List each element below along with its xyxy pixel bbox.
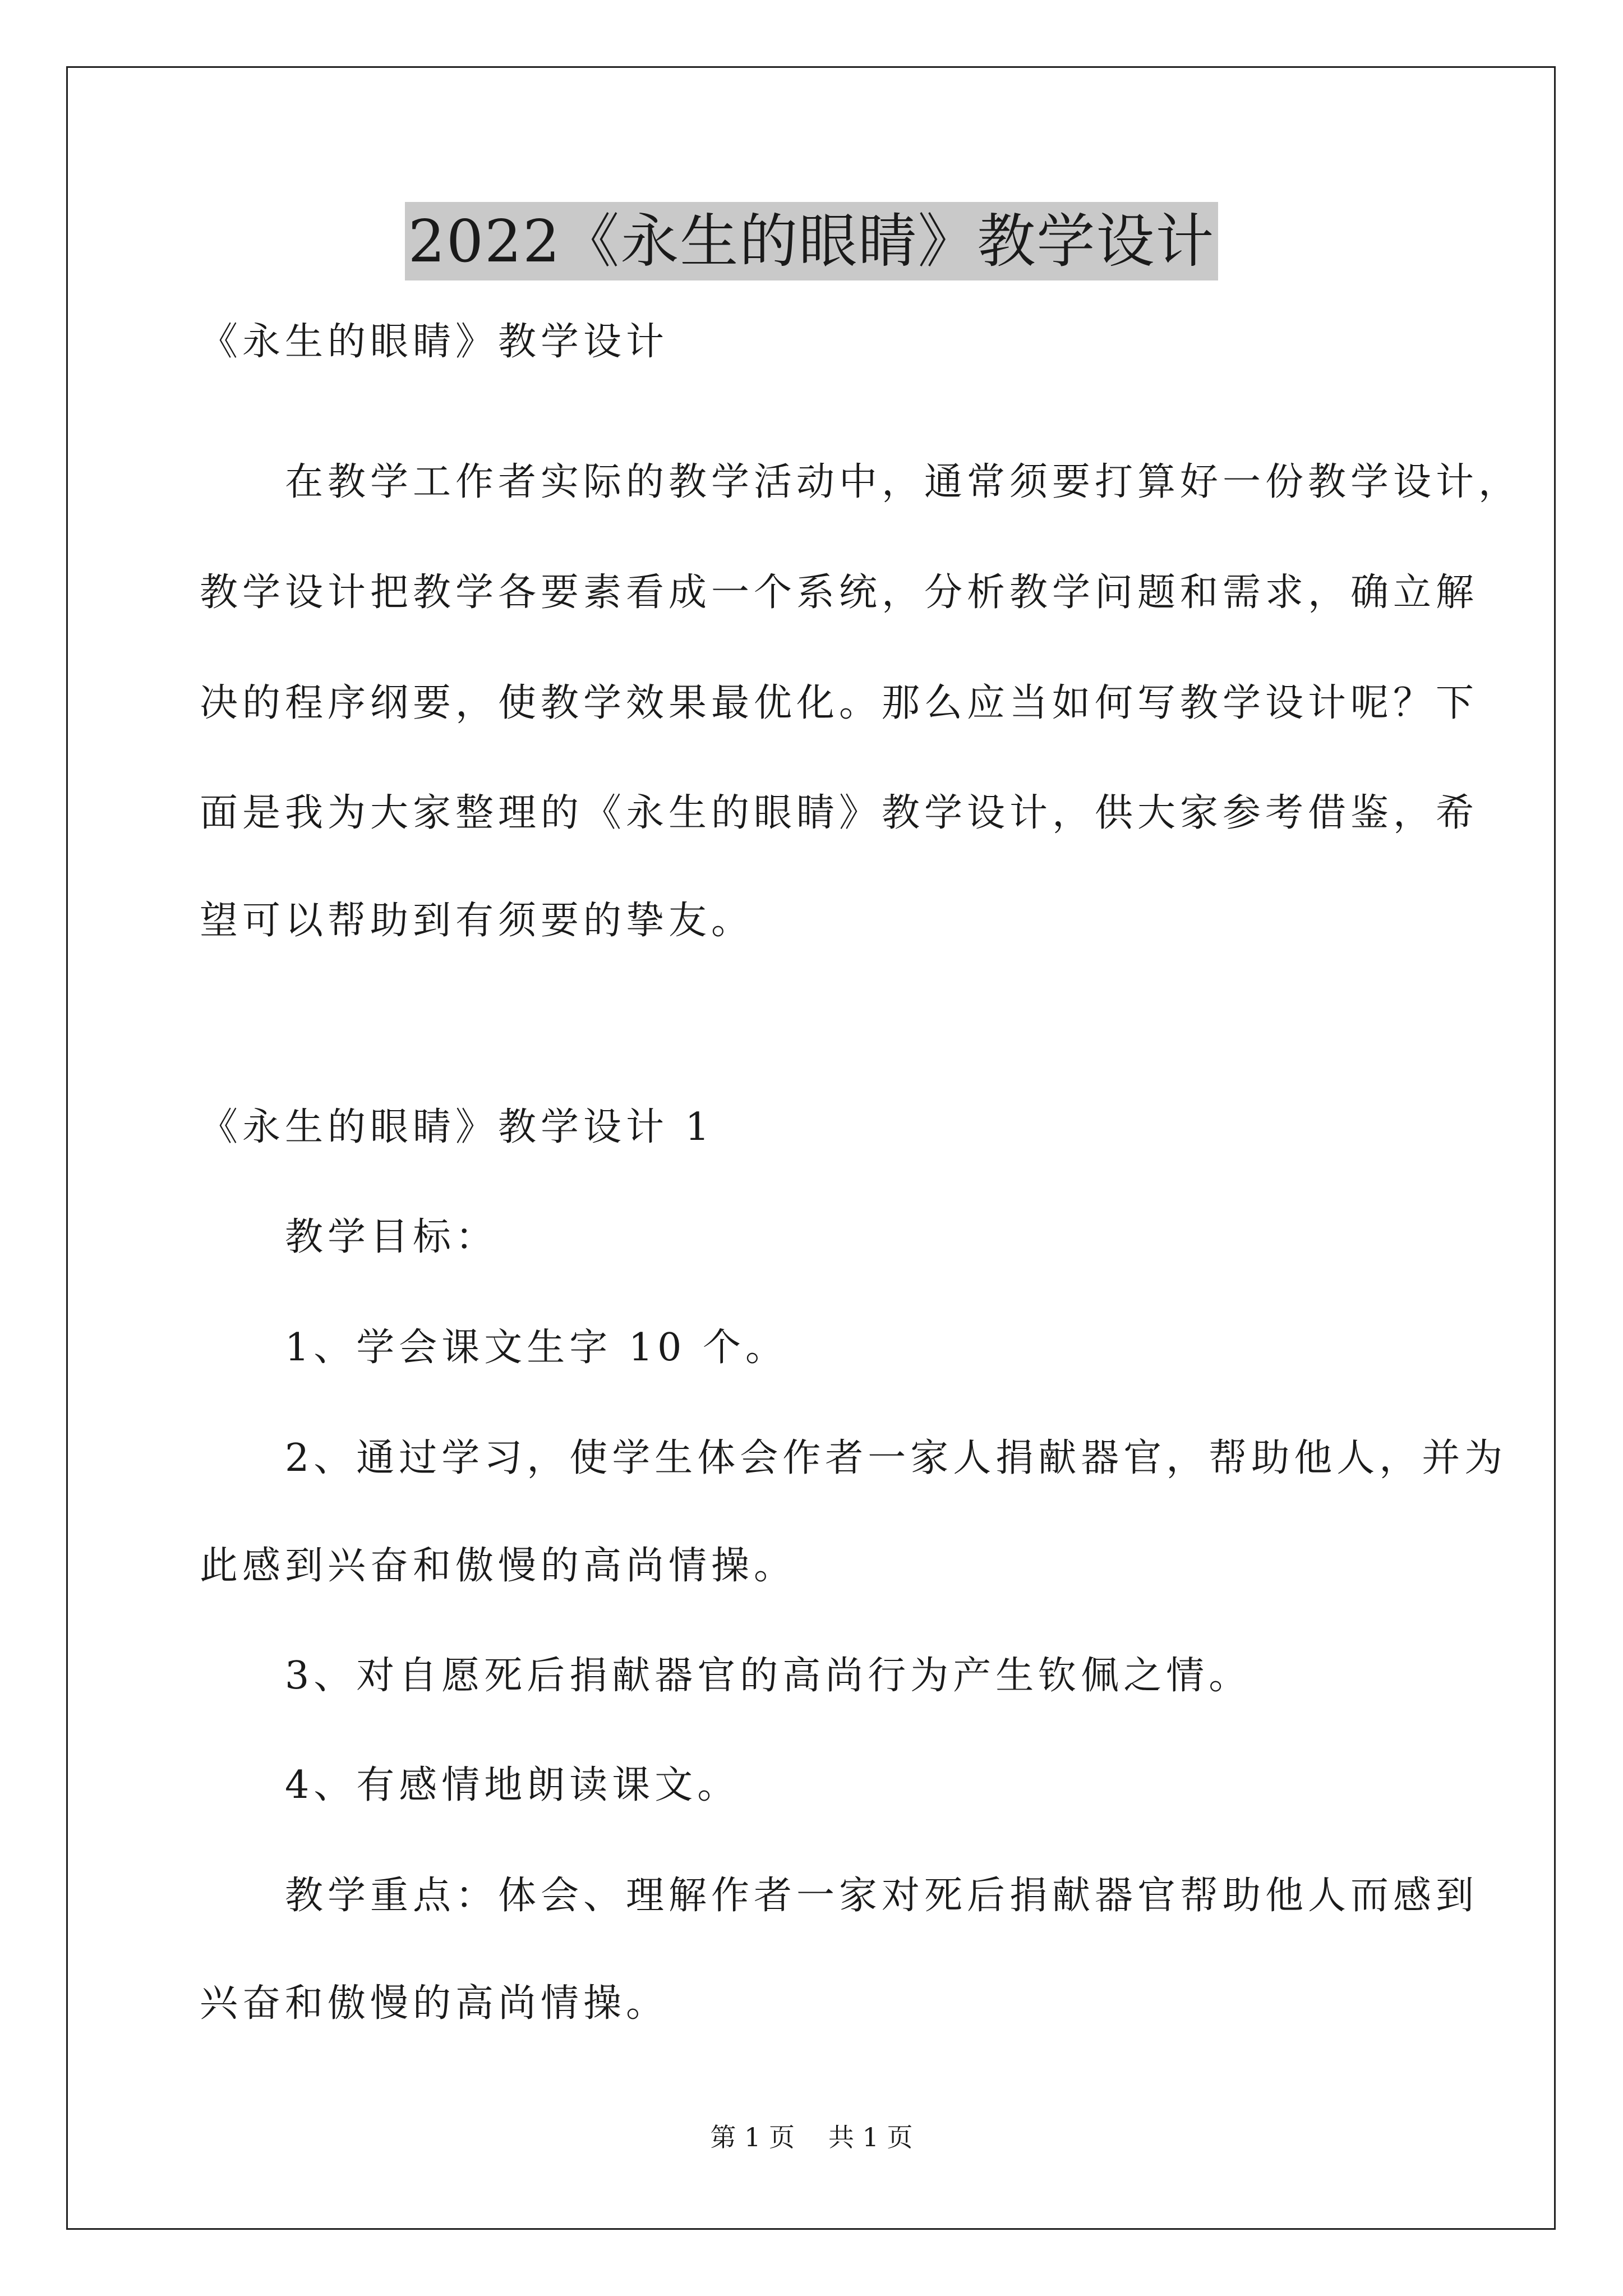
title-container <box>0 202 1623 280</box>
body-line: 此感到兴奋和傲慢的高尚情操。 <box>200 1544 797 1588</box>
body-line: 4、有感情地朗读课文。 <box>200 1763 740 1807</box>
body-line: 兴奋和傲慢的高尚情操。 <box>200 1981 669 2026</box>
body-line: 面是我为大家整理的《永生的眼睛》教学设计，供大家参考借鉴，希 <box>200 791 1479 835</box>
subtitle-line: 《永生的眼睛》教学设计 <box>200 320 669 364</box>
body-line: 教学目标： <box>200 1215 499 1259</box>
body-line: 教学重点：体会、理解作者一家对死后捐献器官帮助他人而感到 <box>200 1874 1479 1918</box>
body-line: 在教学工作者实际的教学活动中，通常须要打算好一份教学设计， <box>200 460 1521 504</box>
section-heading: 《永生的眼睛》教学设计 1 <box>200 1105 714 1149</box>
body-line: 望可以帮助到有须要的挚友。 <box>200 899 754 943</box>
page-footer <box>0 2120 1623 2154</box>
body-line: 2、通过学习，使学生体会作者一家人捐献器官，帮助他人，并为 <box>200 1436 1507 1480</box>
body-line: 决的程序纲要，使教学效果最优化。那么应当如何写教学设计呢？下 <box>200 681 1479 725</box>
page-number: 第 1 页 <box>710 2122 795 2152</box>
body-line: 1、学会课文生字 10 个。 <box>200 1326 789 1370</box>
page-total: 共 1 页 <box>828 2122 913 2152</box>
body-line: 3、对自愿死后捐献器官的高尚行为产生钦佩之情。 <box>200 1654 1252 1698</box>
document-title: 2022《永生的眼睛》教学设计 <box>405 202 1219 280</box>
body-line: 教学设计把教学各要素看成一个系统，分析教学问题和需求，确立解 <box>200 570 1479 615</box>
